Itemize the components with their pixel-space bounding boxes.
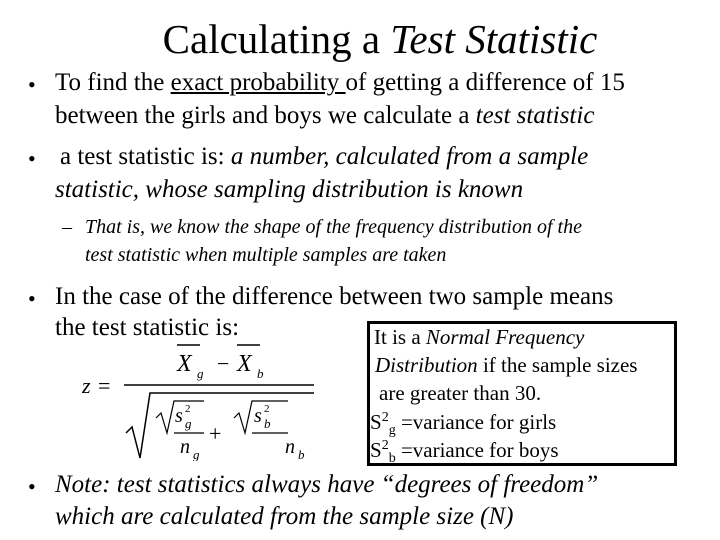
- bullet-4-line-2: which are calculated from the sample size (N): [55, 503, 514, 530]
- formula-s-b: s: [254, 405, 262, 427]
- bullet-3-marker: •: [28, 286, 36, 311]
- box-line-4-sup: 2: [381, 410, 389, 425]
- formula-n-g-sub: g: [193, 447, 200, 461]
- formula-equals: =: [98, 373, 111, 398]
- bullet-1-line-2: [55, 101, 594, 130]
- title-italic: Test Statistic: [390, 16, 598, 62]
- box-line-5-s: S: [370, 438, 382, 462]
- sub-bullet-dash: –: [62, 216, 72, 238]
- formula-n-b-sub: b: [298, 447, 305, 461]
- box-line-5-post: =variance for boys: [395, 438, 559, 462]
- bullet-1-underlined: exact probability: [170, 69, 346, 96]
- bullet-2-pre: a test statistic is:: [60, 143, 231, 170]
- bullet-1-line-1: [55, 68, 625, 97]
- bullet-1-post: of getting a difference of 15: [345, 69, 625, 96]
- bullet-2-italic-1: a number, calculated from a sample: [230, 143, 589, 170]
- box-line-4-s: S: [370, 410, 382, 434]
- formula-x-b: X: [237, 351, 252, 377]
- box-line-4: [370, 409, 557, 439]
- bullet-4-line-1: Note: test statistics always have “degrees of freedom”: [55, 471, 599, 498]
- normal-distribution-note-box: [367, 321, 677, 466]
- box-line-2-italic: Distribution: [375, 353, 478, 377]
- bullet-1-line-2-pre: between the girls and boys we calculate a: [55, 102, 476, 129]
- bullet-1-marker: •: [28, 72, 36, 97]
- bullet-2-marker: •: [28, 146, 36, 171]
- bullet-1-line-2-italic: test statistic: [475, 102, 595, 129]
- box-line-4-post: =variance for girls: [395, 410, 557, 434]
- title-plain: Calculating a: [162, 16, 391, 62]
- formula-s-g: s: [175, 405, 183, 427]
- bullet-3-line-2: the test statistic is:: [55, 314, 240, 341]
- box-line-3: are greater than 30.: [379, 381, 542, 405]
- formula-s-g-sub: g: [185, 416, 192, 431]
- formula-s-g-sup: 2: [185, 403, 191, 415]
- slide-title: [0, 14, 720, 64]
- formula-x-g: X: [177, 351, 192, 377]
- box-line-5-sup: 2: [381, 438, 389, 453]
- formula-s-b-sup: 2: [264, 403, 270, 415]
- box-line-5: [370, 437, 559, 467]
- bullet-4-marker: •: [28, 474, 36, 499]
- sub-bullet-line-2: test statistic when multiple samples are taken: [85, 244, 447, 266]
- box-line-5-sub: b: [388, 451, 396, 467]
- box-line-2-post: if the sample sizes: [477, 353, 638, 377]
- box-line-1-italic: Normal Frequency: [425, 325, 585, 349]
- box-line-1-pre: It is a: [374, 325, 426, 349]
- formula-z: z: [82, 373, 91, 398]
- bullet-3-line-1: In the case of the difference between two sample means: [55, 283, 614, 310]
- z-test-formula: [82, 341, 332, 461]
- sub-bullet-line-1: That is, we know the shape of the frequency distribution of the: [85, 216, 582, 238]
- box-line-2: [375, 352, 637, 378]
- box-line-4-sub: g: [388, 423, 396, 439]
- bullet-2-line-2: statistic, whose sampling distribution is known: [55, 176, 524, 203]
- formula-minus: −: [217, 351, 230, 376]
- box-line-1: [374, 324, 584, 350]
- formula-x-g-sub: g: [197, 366, 204, 381]
- formula-n-b: n: [285, 436, 295, 458]
- formula-n-g: n: [180, 436, 190, 458]
- formula-plus: +: [209, 421, 222, 446]
- bullet-2-line-1: [60, 142, 588, 171]
- formula-x-b-sub: b: [257, 366, 264, 381]
- formula-s-b-sub: b: [264, 416, 271, 431]
- bullet-1-pre: To find the: [55, 69, 171, 96]
